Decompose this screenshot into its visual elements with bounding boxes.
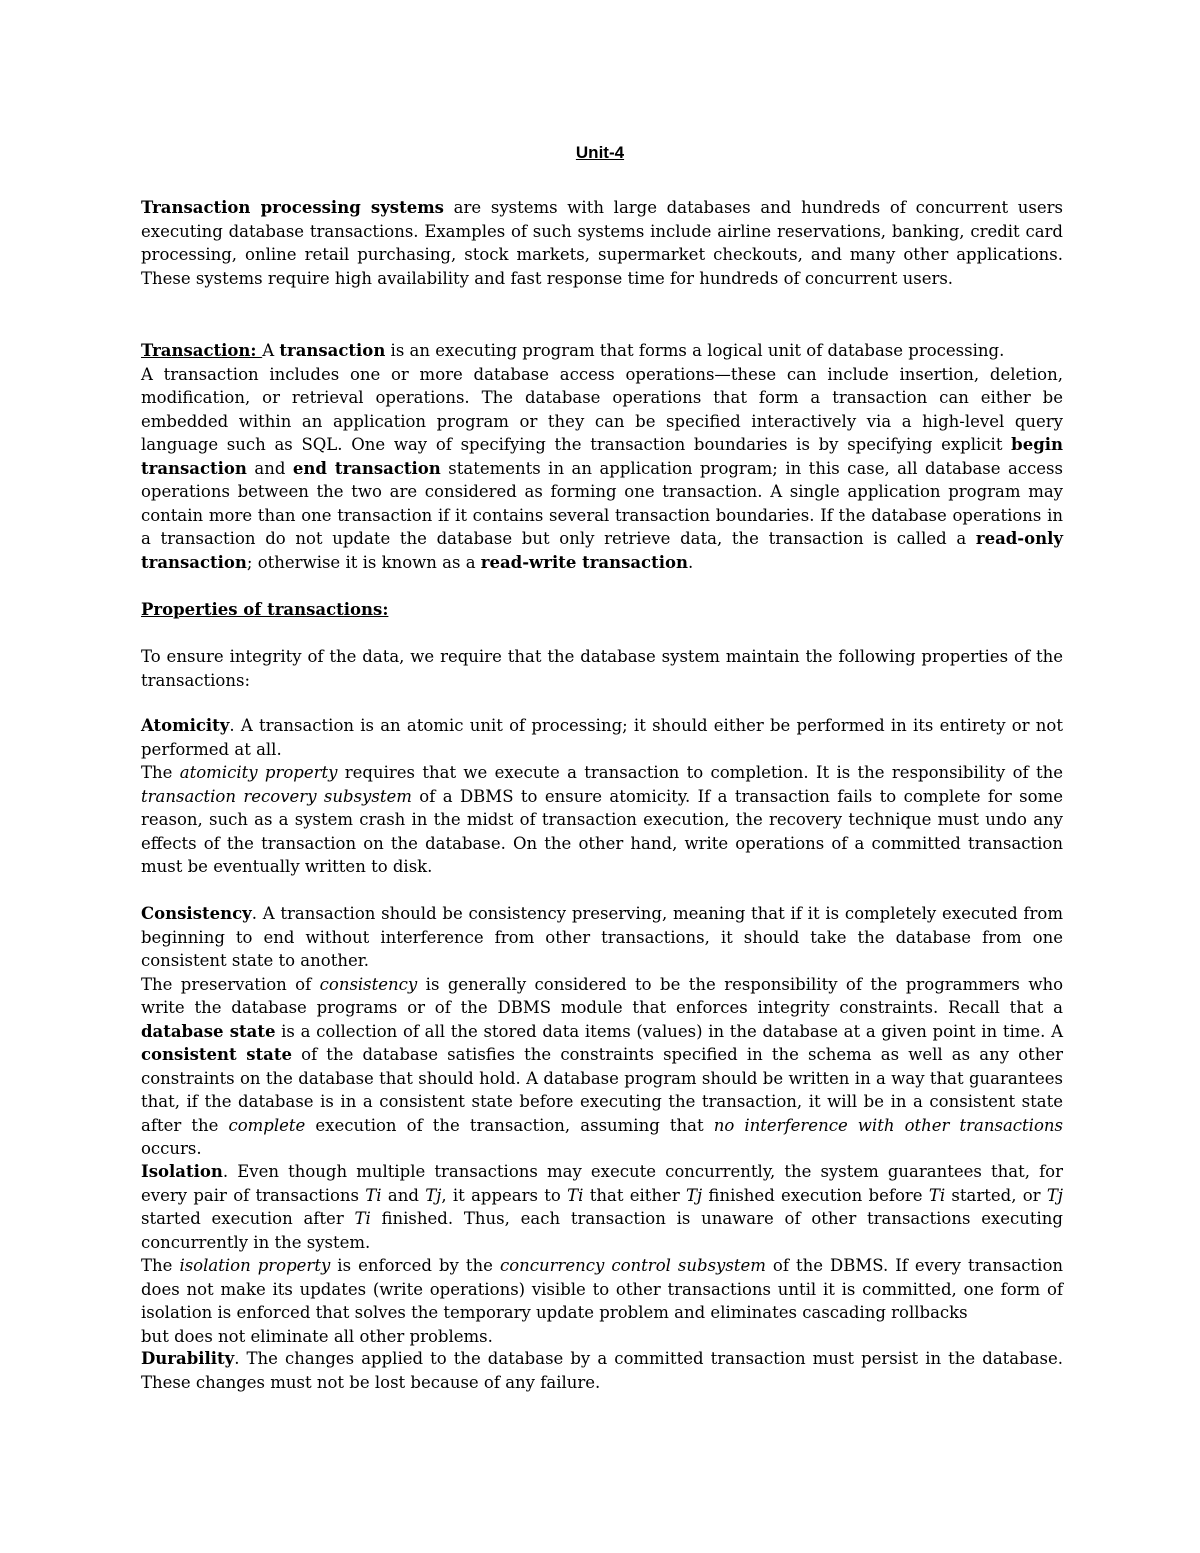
text-run: started execution after (141, 1209, 355, 1228)
text-run: is a collection of all the stored data items (values) in the database at a given point in time. A (275, 1021, 1063, 1041)
text-run: The preservation of (141, 974, 320, 994)
term-read-write: read-write transaction (480, 552, 688, 572)
text-run: execution of the transaction, assuming that (305, 1115, 714, 1135)
consistency-term: Consistency (141, 904, 252, 923)
italic-run: Ti (365, 1185, 382, 1205)
italic-run: no interference with other transactions (713, 1115, 1063, 1135)
italic-run: concurrency control subsystem (499, 1256, 766, 1275)
text-run: occurs. (141, 1139, 202, 1158)
italic-run: Ti (354, 1209, 371, 1228)
term-end-transaction: end transaction (292, 458, 441, 478)
term-begin-transaction: begin transaction (141, 435, 1063, 478)
text-run: ; otherwise it is known as a (246, 552, 481, 572)
properties-heading-block (141, 598, 1063, 622)
text-run: and (381, 1185, 426, 1205)
durability-section (141, 1347, 1063, 1394)
isolation-term: Isolation (141, 1162, 223, 1181)
text-run: started, or (945, 1185, 1047, 1205)
italic-run: Tj (1046, 1185, 1063, 1205)
text-run: and (246, 458, 293, 478)
text-run: . Even though multiple transactions may execute concurrently, the system guarantees that, for every pair of transactions (141, 1162, 1063, 1205)
text-run: The (141, 1256, 180, 1275)
term-consistent-state: consistent state (141, 1045, 292, 1064)
text-run: of a DBMS to ensure atomicity. If a transaction fails to complete for some reason, such as a system crash in the midst of transaction execution, the recovery technique must undo any effects of the transaction on the database. On the other hand, write operations of a committed transaction must be eventually written to disk. (141, 786, 1063, 876)
text-run: but does not eliminate all other problems. (141, 1326, 493, 1346)
text-run: . (688, 552, 694, 572)
text-run: . The changes applied to the database by a committed transaction must persist in the database. These changes must not be lost because of any failure. (141, 1349, 1063, 1392)
italic-run: Tj (686, 1185, 703, 1205)
text-run: statements in an application program; in this case, all database access operations between the two are considered as forming one transaction. A single application program may contain more than one transaction if it contains several transaction boundaries. If the database operations in a transaction do not update the database but only retrieve data, the transaction is called a (141, 458, 1063, 548)
text-run: finished execution before (702, 1185, 929, 1205)
intro-text: are systems with large databases and hundreds of concurrent users executing database transactions. Examples of such systems include airline reservations, banking, credit card processing, online retail purchasing, stock markets, supermarket checkouts, and many other applications. These systems require high availability and fast response time for hundreds of concurrent users. (141, 198, 1064, 288)
text-run: is enforced by the (330, 1256, 500, 1275)
text-run: , it appears to (441, 1185, 568, 1205)
text-run: A (262, 341, 280, 360)
italic-run: atomicity property (179, 763, 338, 782)
durability-term: Durability (141, 1349, 235, 1368)
term-transaction: transaction (279, 341, 386, 360)
atomicity-section (141, 714, 1063, 879)
italic-run: Ti (928, 1185, 946, 1205)
text-run: of the database satisfies the constraints specified in the schema as well as any other constraints on the database that should hold. A database program should be written in a way that guarantees that, if the database is in a consistent state before executing the transaction, it will be in a consistent state after the (141, 1045, 1063, 1135)
isolation-section (141, 1160, 1063, 1348)
intro-term: Transaction processing systems (141, 198, 444, 217)
page-title: Unit-4 (575, 143, 625, 162)
italic-run: complete (228, 1115, 306, 1135)
transaction-section (141, 339, 1063, 574)
text-run: is generally considered to be the responsibility of the programmers who write the database programs or of the DBMS module that enforces integrity constraints. Recall that a (141, 974, 1063, 1017)
text-run: A transaction includes one or more database access operations—these can include insertion, deletion, modification, or retrieval operations. The database operations that form a transaction can either be embedded within an application program or they can be specified interactively via a high-level query language such as SQL. One way of specifying the transaction boundaries is by specifying explicit (141, 364, 1063, 454)
italic-run: Tj (425, 1185, 442, 1205)
term-database-state: database state (141, 1021, 276, 1041)
intro-paragraph (141, 196, 1063, 290)
italic-run: consistency (319, 974, 418, 994)
italic-run: isolation property (179, 1256, 331, 1275)
italic-run: Ti (567, 1185, 584, 1205)
italic-run: transaction recovery subsystem (141, 786, 412, 806)
text-run: . A transaction should be consistency preserving, meaning that if it is completely executed from beginning to end without interference from other transactions, it should take the database from one consistent state to another. (141, 904, 1063, 970)
text-run: . A transaction is an atomic unit of processing; it should either be performed in its entirety or not performed at all. (141, 716, 1063, 759)
transaction-heading: Transaction: (141, 341, 263, 360)
text-run: The (141, 763, 180, 782)
consistency-section (141, 902, 1063, 1161)
atomicity-term: Atomicity (141, 716, 230, 735)
text-run: that either (583, 1185, 687, 1205)
text-run: finished. Thus, each transaction is unaware of other transactions executing concurrently in the system. (141, 1209, 1063, 1252)
text-run: of the DBMS. If every transaction does not make its updates (write operations) visible to other transactions until it is committed, one form of isolation is enforced that solves the temporary update problem and eliminates cascading rollbacks (141, 1256, 1063, 1322)
text-run: is an executing program that forms a logical unit of database processing. (385, 341, 1005, 360)
properties-heading: Properties of transactions: (141, 600, 389, 619)
term-read-only: read-only transaction (141, 529, 1063, 572)
properties-intro-text: To ensure integrity of the data, we require that the database system maintain the following properties of the transactions: (141, 647, 1063, 690)
text-run: requires that we execute a transaction to completion. It is the responsibility of the (337, 763, 1063, 782)
properties-intro (141, 645, 1063, 692)
